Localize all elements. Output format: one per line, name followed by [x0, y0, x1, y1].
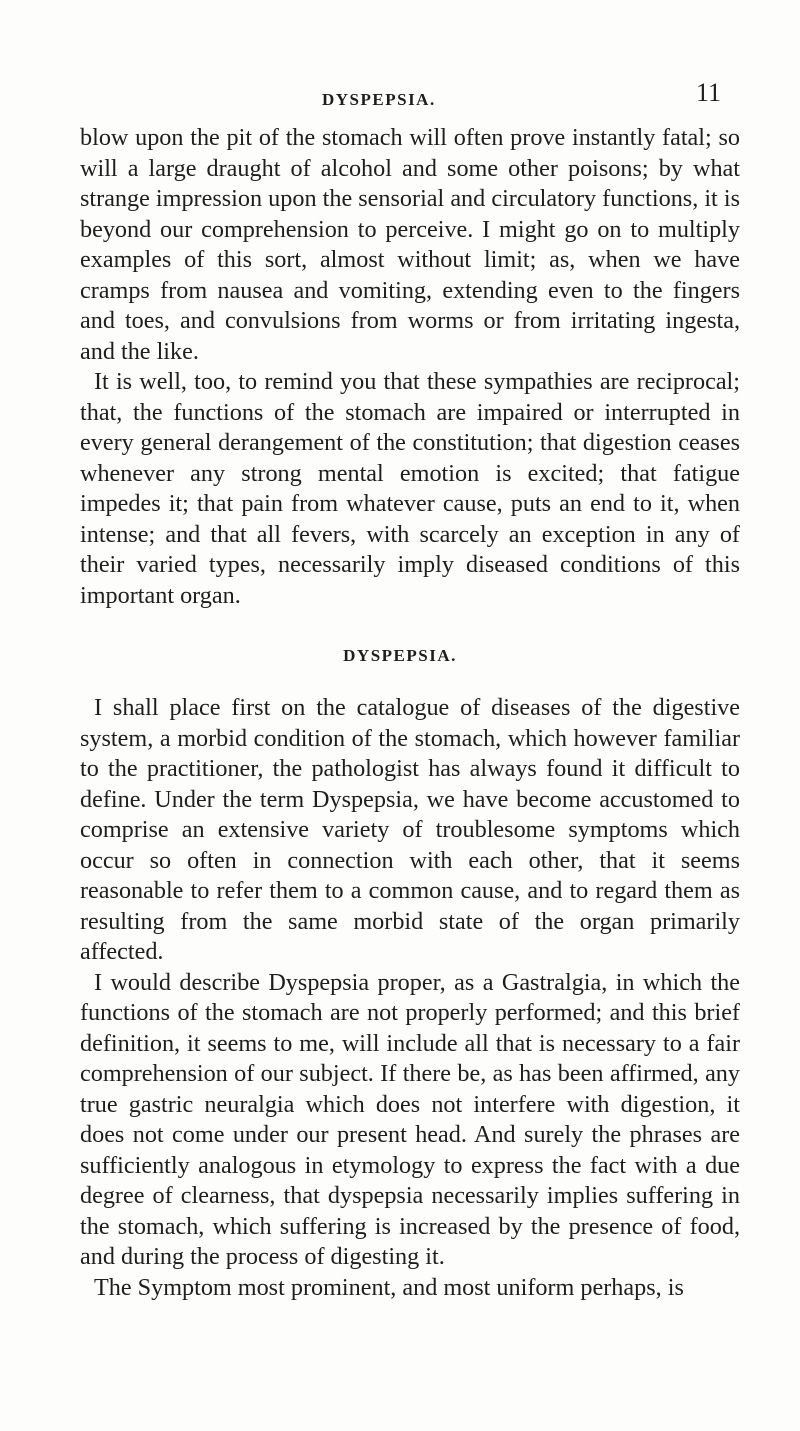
running-head	[0, 78, 800, 118]
paragraph-catalogue: I shall place first on the catalogue of diseases of the digestive system, a morbid condition of the stomach, which however familiar to the practitioner, the pathologist has always found it difficult to define. Under the term Dyspepsia, we have become accustomed to comprise an extensive variety of troublesome symptoms which occur so often in connection with each other, that it seems reasonable to refer them to a common cause, and to regard them as resulting from the same morbid state of the organ primarily affected.	[80, 694, 740, 965]
paragraph-definition: I would describe Dyspepsia proper, as a Gastralgia, in which the functions of the stomach are not properly performed; and this brief definition, it seems to me, will include all that is necessary to a fair comprehension of our subject. If there be, as has been affirmed, any true gastric neuralgia which does not interfere with digestion, it does not come under our present head. And surely the phrases are sufficiently analogous in etymology to express the fact with a due degree of clearness, that dyspepsia necessarily implies suffering in the stomach, which suffering is increased by the presence of food, and during the process of digesting it.	[80, 968, 740, 1270]
text-block-bottom	[80, 693, 740, 1303]
paragraph-sympathies: It is well, too, to remind you that these sympathies are reciprocal; that, the functions of the stomach are impaired or interrupted in every general derangement of the constitution; that digestion ceases whenever any strong mental emotion is excited; that fatigue impedes it; that pain from whatever cause, puts an end to it, when intense; and that all fevers, with scarcely an exception in any of their varied types, necessarily imply diseased conditions of this important organ.	[80, 368, 740, 609]
paragraph-continued: blow upon the pit of the stomach will often prove instantly fatal; so will a large draught of alcohol and some other poisons; by what strange impression upon the sensorial and circulatory functions, it is beyond our comprehension to perceive. I might go on to multiply examples of this sort, almost without limit; as, when we have cramps from nausea and vomiting, extending even to the fingers and toes, and convulsions from worms or from irritating ingesta, and the like.	[80, 124, 740, 365]
page-number: 11	[696, 78, 722, 107]
section-heading: DYSPEPSIA.	[343, 646, 457, 665]
paragraph-symptom: The Symptom most prominent, and most uniform perhaps, is	[94, 1273, 684, 1301]
running-title: DYSPEPSIA.	[322, 90, 436, 109]
text-block-top	[80, 123, 740, 611]
